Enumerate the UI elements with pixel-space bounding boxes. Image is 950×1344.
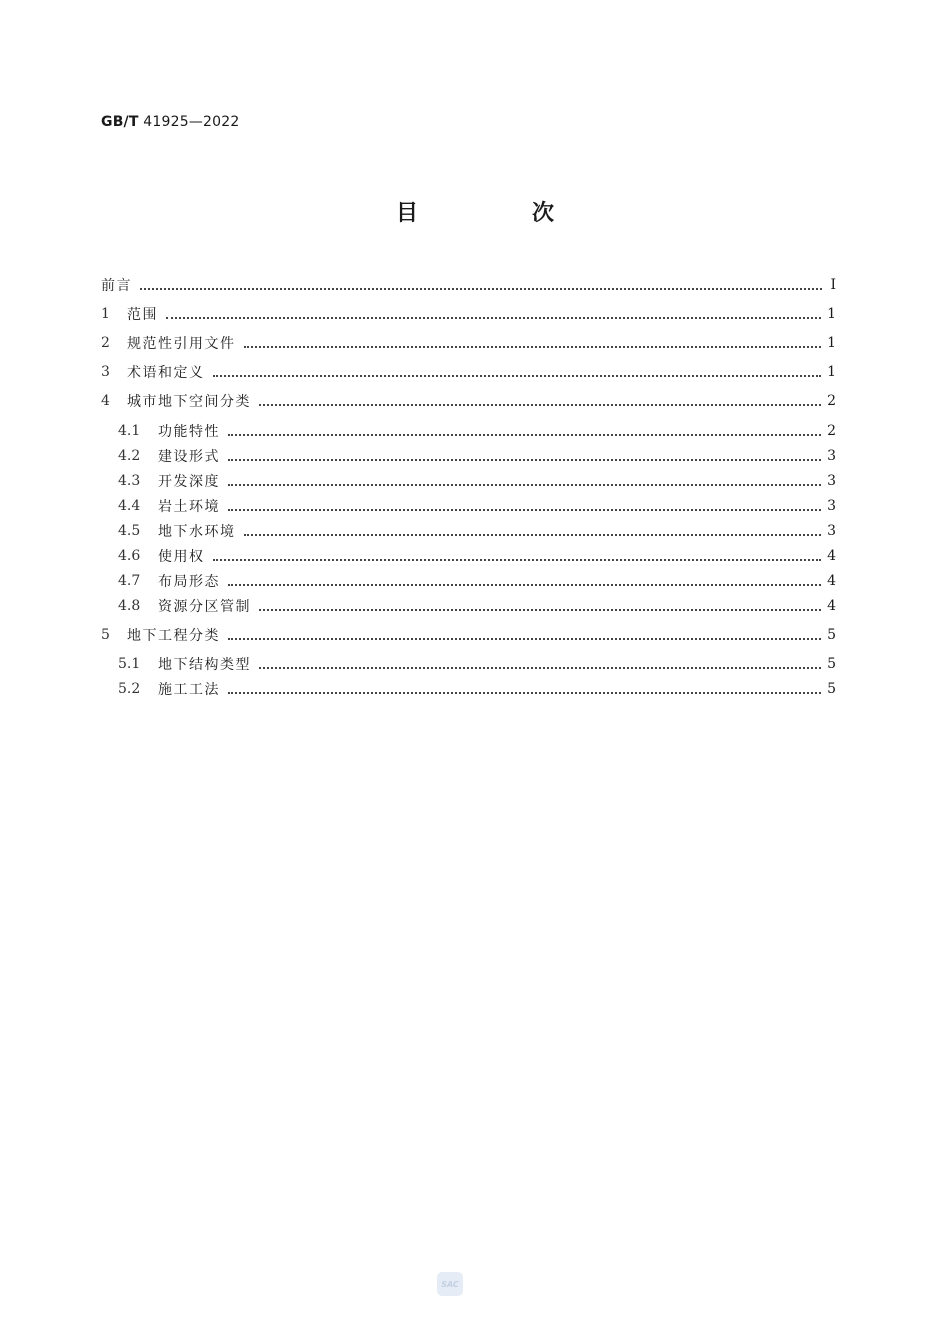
toc-entry-page: 4 xyxy=(827,573,836,589)
toc-entry-label: 使用权 xyxy=(158,549,205,565)
dot-leader xyxy=(259,608,821,611)
toc-entry-label: 城市地下空间分类 xyxy=(127,394,251,410)
toc-entry-page: 4 xyxy=(827,548,836,564)
toc-entry-page: 4 xyxy=(827,598,836,614)
toc-entry-number: 4.7 xyxy=(118,573,141,589)
toc-entry[interactable] xyxy=(101,362,836,382)
toc-entry-page: 5 xyxy=(827,656,836,672)
dot-leader xyxy=(213,374,822,377)
dot-leader xyxy=(228,508,821,511)
toc-entry[interactable] xyxy=(101,546,836,566)
toc-entry-number: 4.4 xyxy=(118,498,141,514)
toc-entry[interactable] xyxy=(101,275,836,295)
toc-entry-number: 4.6 xyxy=(118,548,141,564)
toc-entry-page: 2 xyxy=(827,393,836,409)
toc-entry-page: 1 xyxy=(827,306,836,322)
dot-leader xyxy=(259,403,821,406)
toc-entry-number: 5.2 xyxy=(118,681,141,697)
toc-entry-page: 3 xyxy=(827,523,836,539)
toc-entry-page: 1 xyxy=(827,364,836,380)
dot-leader xyxy=(213,558,822,561)
toc-entry-number: 4.8 xyxy=(118,598,141,614)
dot-leader xyxy=(228,483,821,486)
toc-entry-label: 地下结构类型 xyxy=(158,657,251,673)
toc-entry-label: 规范性引用文件 xyxy=(127,336,236,352)
toc-entry-label: 范围 xyxy=(127,307,158,323)
toc-entry-page: 1 xyxy=(827,335,836,351)
toc-entry-page: 3 xyxy=(827,498,836,514)
toc-entry[interactable] xyxy=(101,571,836,591)
toc-entry-page: 5 xyxy=(827,627,836,643)
dot-leader xyxy=(259,666,821,669)
toc-entry-number: 1 xyxy=(101,306,110,322)
dot-leader xyxy=(228,637,821,640)
toc-entry-label: 布局形态 xyxy=(158,574,220,590)
dot-leader xyxy=(244,345,822,348)
toc-entry-label: 术语和定义 xyxy=(127,365,205,381)
toc-entry-page: 2 xyxy=(827,423,836,439)
dot-leader xyxy=(228,433,821,436)
dot-leader xyxy=(166,316,821,319)
toc-entry-label: 建设形式 xyxy=(158,449,220,465)
toc-entry[interactable] xyxy=(101,471,836,491)
toc-entry[interactable] xyxy=(101,333,836,353)
dot-leader xyxy=(244,533,822,536)
toc-entry-label: 前言 xyxy=(101,278,132,294)
toc-entry-number: 4.2 xyxy=(118,448,141,464)
toc-entry-page: 3 xyxy=(827,448,836,464)
toc-entry[interactable] xyxy=(101,521,836,541)
standard-prefix: GB/T xyxy=(101,114,139,130)
toc-entry-number: 5 xyxy=(101,627,110,643)
toc-entry-number: 2 xyxy=(101,335,110,351)
dot-leader xyxy=(228,691,821,694)
toc-entry[interactable] xyxy=(101,391,836,411)
toc-entry[interactable] xyxy=(101,625,836,645)
toc-entry-number: 3 xyxy=(101,364,110,380)
standard-code xyxy=(101,114,239,130)
toc-entry[interactable] xyxy=(101,421,836,441)
toc-entry-label: 功能特性 xyxy=(158,424,220,440)
dot-leader xyxy=(228,458,821,461)
toc-entry[interactable] xyxy=(101,679,836,699)
toc-entry-label: 开发深度 xyxy=(158,474,220,490)
page-title: 目 次 xyxy=(395,201,600,226)
sac-logo: SAC xyxy=(437,1272,463,1296)
toc-entry[interactable] xyxy=(101,654,836,674)
standard-number: 41925—2022 xyxy=(143,114,240,130)
toc-entry-number: 4 xyxy=(101,393,110,409)
toc-entry-number: 4.5 xyxy=(118,523,141,539)
toc-entry-label: 岩土环境 xyxy=(158,499,220,515)
toc-entry-label: 地下工程分类 xyxy=(127,628,220,644)
toc-entry-number: 5.1 xyxy=(118,656,141,672)
toc-entry[interactable] xyxy=(101,496,836,516)
toc-entry[interactable] xyxy=(101,446,836,466)
toc-entry-number: 4.3 xyxy=(118,473,141,489)
dot-leader xyxy=(140,287,822,290)
toc-entry-page: 5 xyxy=(827,681,836,697)
toc-entry-label: 施工工法 xyxy=(158,682,220,698)
toc-entry-label: 地下水环境 xyxy=(158,524,236,540)
toc-entry-number: 4.1 xyxy=(118,423,141,439)
toc-entry[interactable] xyxy=(101,596,836,616)
toc-entry[interactable] xyxy=(101,304,836,324)
toc-entry-label: 资源分区管制 xyxy=(158,599,251,615)
toc-entry-page: Ⅰ xyxy=(830,277,836,293)
toc-entry-page: 3 xyxy=(827,473,836,489)
dot-leader xyxy=(228,583,821,586)
